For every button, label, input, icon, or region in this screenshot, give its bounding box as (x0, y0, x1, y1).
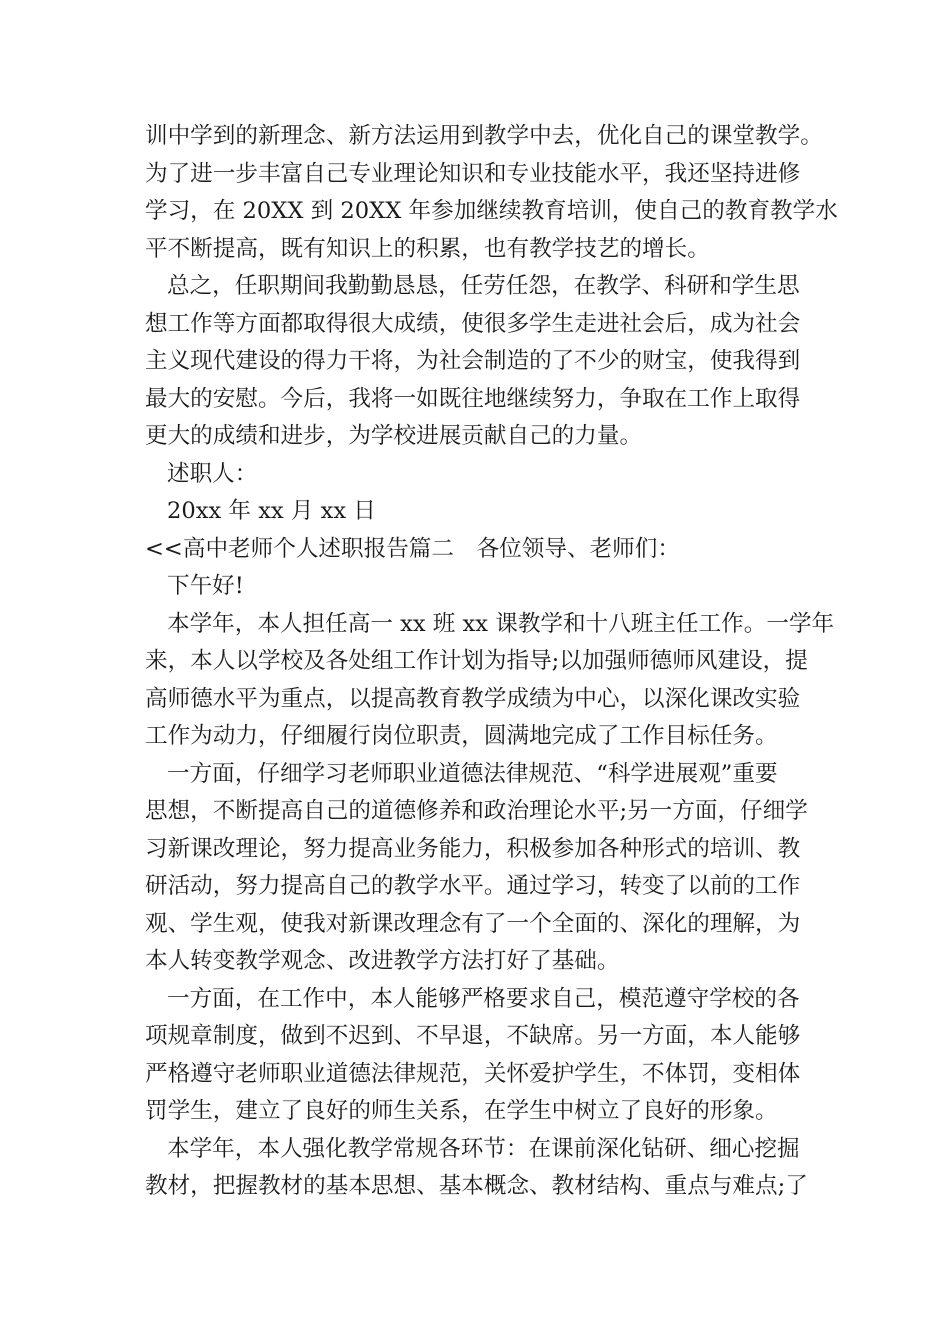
paragraph-start-line: 一方面，在工作中，本人能够严格要求自己，模范遵守学校的各 (167, 985, 800, 1012)
text-line: 学习，在 20XX 到 20XX 年参加继续教育培训，使自己的教育教学水 (145, 198, 838, 224)
text-line: 项规章制度，做到不迟到、不早退，不缺席。另一方面，本人能够 (145, 1023, 801, 1049)
section-heading: <<高中老师个人述职报告篇二 各位领导、老师们： (145, 535, 680, 562)
text-line: 工作为动力，仔细履行岗位职责，圆满地完成了工作目标任务。 (145, 723, 778, 749)
document-body (145, 118, 838, 1206)
text-line: 本人转变教学观念、改进教学方法打好了基础。 (145, 948, 620, 974)
text-line: 最大的安慰。今后，我将一如既往地继续努力，争取在工作上取得 (145, 385, 801, 412)
text-line: 高师德水平为重点，以提高教育教学成绩为中心，以深化课改实验 (145, 685, 801, 712)
signature-date: 20xx 年 xx 月 xx 日 (167, 498, 376, 524)
paragraph-start-line: 总之，任职期间我勤勤恳恳，任劳任怨，在教学、科研和学生思 (167, 273, 800, 299)
signature-label: 述职人： (167, 460, 258, 487)
text-line: 想工作等方面都取得很大成绩，使很多学生走进社会后，成为社会 (145, 310, 801, 337)
paragraph-start-line: 本学年，本人强化教学常规各环节：在课前深化钻研、细心挖掘 (167, 1135, 800, 1162)
text-line: 来，本人以学校及各处组工作计划为指导;以加强师德师风建设，提 (145, 648, 808, 674)
text-line: 研活动，努力提高自己的教学水平。通过学习，转变了以前的工作 (145, 873, 801, 899)
text-line: 习新课改理论，努力提高业务能力，积极参加各种形式的培训、教 (145, 835, 801, 862)
text-line: 平不断提高，既有知识上的积累，也有教学技艺的增长。 (145, 235, 710, 262)
text-line: 思想，不断提高自己的道德修养和政治理论水平;另一方面，仔细学 (145, 798, 808, 824)
text-line: 严格遵守老师职业道德法律规范，关怀爱护学生，不体罚，变相体 (145, 1060, 801, 1087)
paragraph-start-line: 一方面，仔细学习老师职业道德法律规范、“科学进展观”重要 (167, 760, 778, 787)
text-line: 教材，把握教材的基本思想、基本概念、教材结构、重点与难点;了 (145, 1173, 808, 1199)
text-line: 更大的成绩和进步，为学校进展贡献自己的力量。 (145, 423, 643, 449)
text-line: 罚学生，建立了良好的师生关系，在学生中树立了良好的形象。 (145, 1098, 778, 1124)
text-line: 观、学生观，使我对新课改理念有了一个全面的、深化的理解，为 (145, 910, 801, 937)
text-line: 主义现代建设的得力干将，为社会制造的了不少的财宝，使我得到 (145, 348, 801, 374)
greeting-line: 下午好! (167, 573, 244, 599)
text-line: 为了进一步丰富自己专业理论知识和专业技能水平，我还坚持进修 (145, 160, 801, 187)
text-line: 训中学到的新理念、新方法运用到教学中去，优化自己的课堂教学。 (145, 123, 823, 149)
paragraph-start-line: 本学年，本人担任高一 xx 班 xx 课教学和十八班主任工作。一学年 (167, 610, 835, 637)
